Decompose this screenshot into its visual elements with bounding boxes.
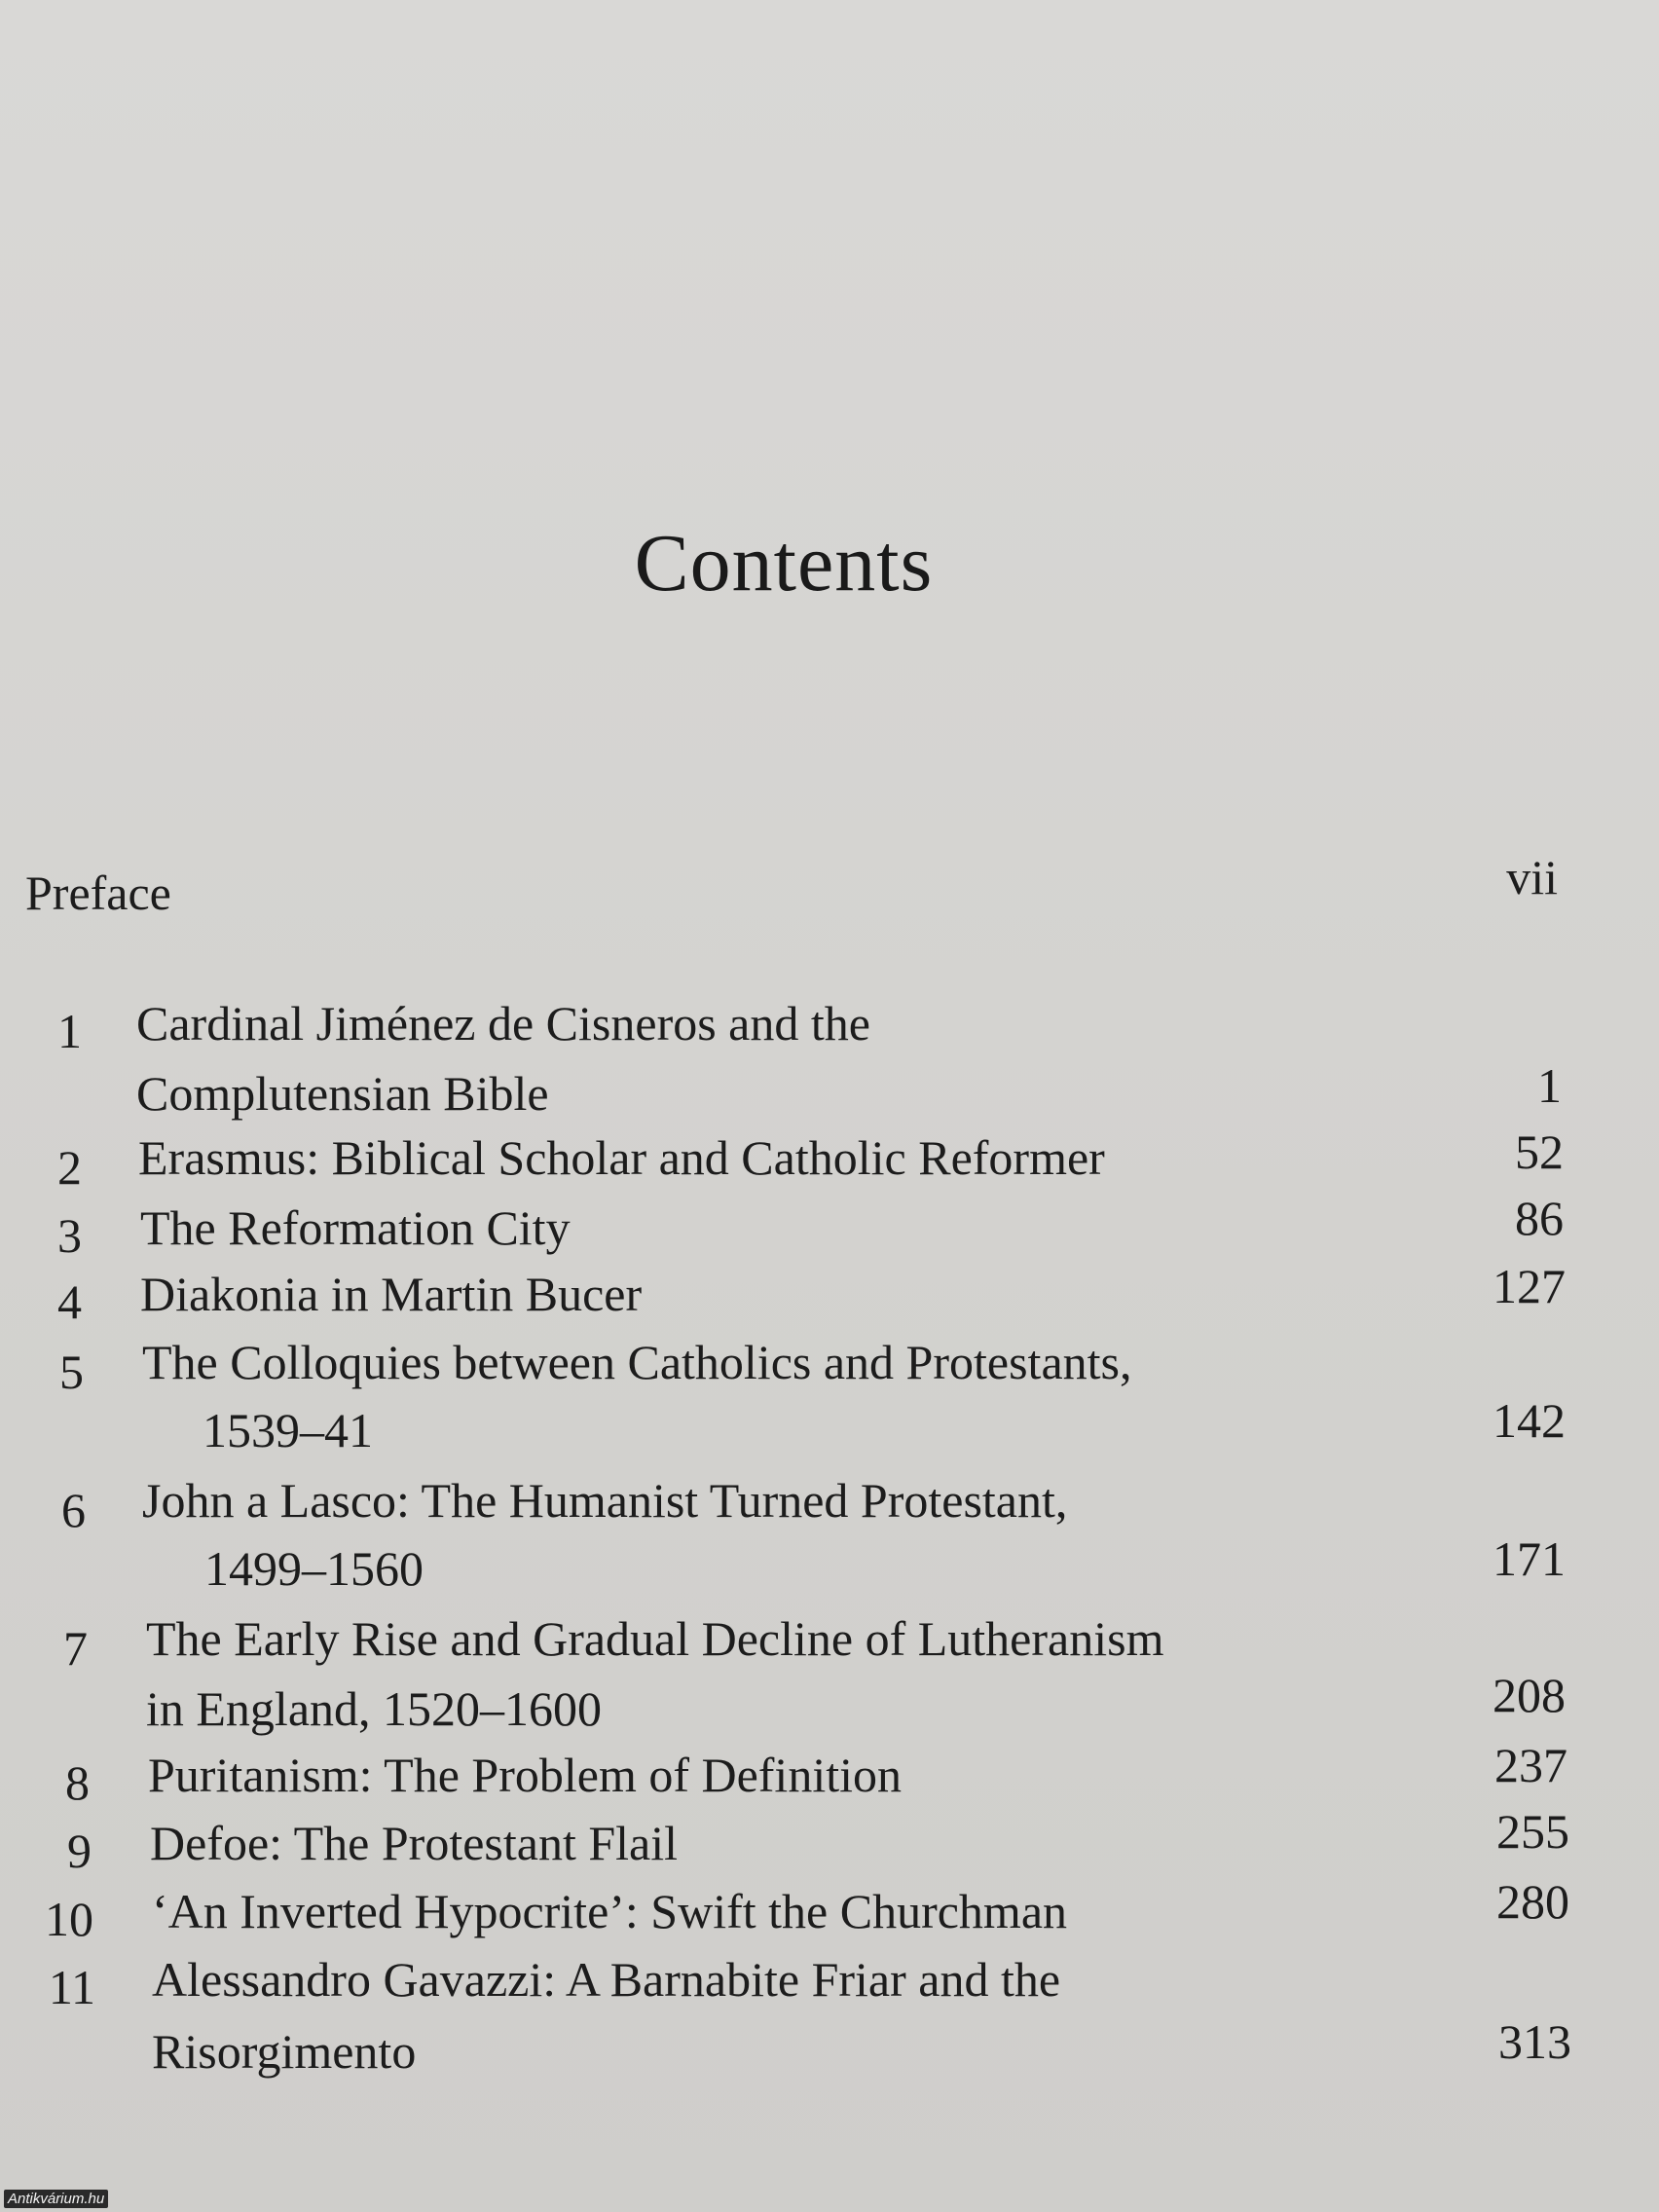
preface-page-number: vii	[1506, 850, 1558, 904]
chapter-number: 1	[57, 1004, 82, 1058]
chapter-page-number: 255	[1496, 1804, 1569, 1859]
chapter-page-number: 52	[1515, 1124, 1564, 1179]
chapter-title-line: The Early Rise and Gradual Decline of Lutheranism	[146, 1611, 1164, 1666]
chapter-page-number: 171	[1493, 1531, 1566, 1586]
chapter-page-number: 86	[1515, 1191, 1564, 1245]
chapter-number: 11	[48, 1960, 95, 2014]
chapter-page-number: 237	[1494, 1738, 1567, 1792]
chapter-title-line: John a Lasco: The Humanist Turned Protestant,	[142, 1473, 1068, 1528]
chapter-page-number: 127	[1493, 1259, 1566, 1313]
page-title: Contents	[634, 518, 934, 608]
chapter-title-line: 1539–41	[203, 1403, 373, 1457]
chapter-number: 10	[45, 1892, 93, 1946]
chapter-number: 4	[57, 1274, 82, 1329]
chapter-number: 8	[65, 1755, 90, 1810]
chapter-page-number: 1	[1537, 1058, 1562, 1113]
chapter-title-line: The Reformation City	[140, 1200, 571, 1255]
chapter-title-line: in England, 1520–1600	[146, 1681, 603, 1736]
chapter-title-line: 1499–1560	[204, 1541, 424, 1596]
chapter-number: 7	[63, 1621, 88, 1676]
chapter-number: 9	[67, 1824, 92, 1878]
chapter-title-line: Diakonia in Martin Bucer	[140, 1267, 643, 1321]
watermark: Antikvárium.hu	[4, 2190, 108, 2208]
chapter-number: 5	[59, 1345, 84, 1399]
chapter-title-line: The Colloquies between Catholics and Protestants,	[142, 1335, 1132, 1389]
chapter-page-number: 208	[1493, 1668, 1566, 1722]
chapter-title-line: Puritanism: The Problem of Definition	[148, 1748, 902, 1802]
chapter-title-line: Risorgimento	[152, 2024, 417, 2079]
chapter-title-line: Cardinal Jiménez de Cisneros and the	[136, 996, 870, 1051]
chapter-number: 2	[57, 1140, 82, 1195]
chapter-number: 3	[57, 1208, 82, 1263]
chapter-title-line: Alessandro Gavazzi: A Barnabite Friar and the	[152, 1952, 1061, 2007]
chapter-title-line: Defoe: The Protestant Flail	[150, 1816, 679, 1870]
chapter-title-line: Erasmus: Biblical Scholar and Catholic Reformer	[138, 1130, 1105, 1185]
chapter-number: 6	[61, 1483, 86, 1537]
chapter-page-number: 142	[1493, 1393, 1566, 1448]
chapter-title-line: Complutensian Bible	[136, 1066, 549, 1121]
chapter-page-number: 313	[1498, 2014, 1571, 2069]
chapter-page-number: 280	[1496, 1874, 1569, 1929]
chapter-title-line: ‘An Inverted Hypocrite’: Swift the Churchman	[152, 1884, 1068, 1938]
preface-label: Preface	[25, 866, 171, 920]
